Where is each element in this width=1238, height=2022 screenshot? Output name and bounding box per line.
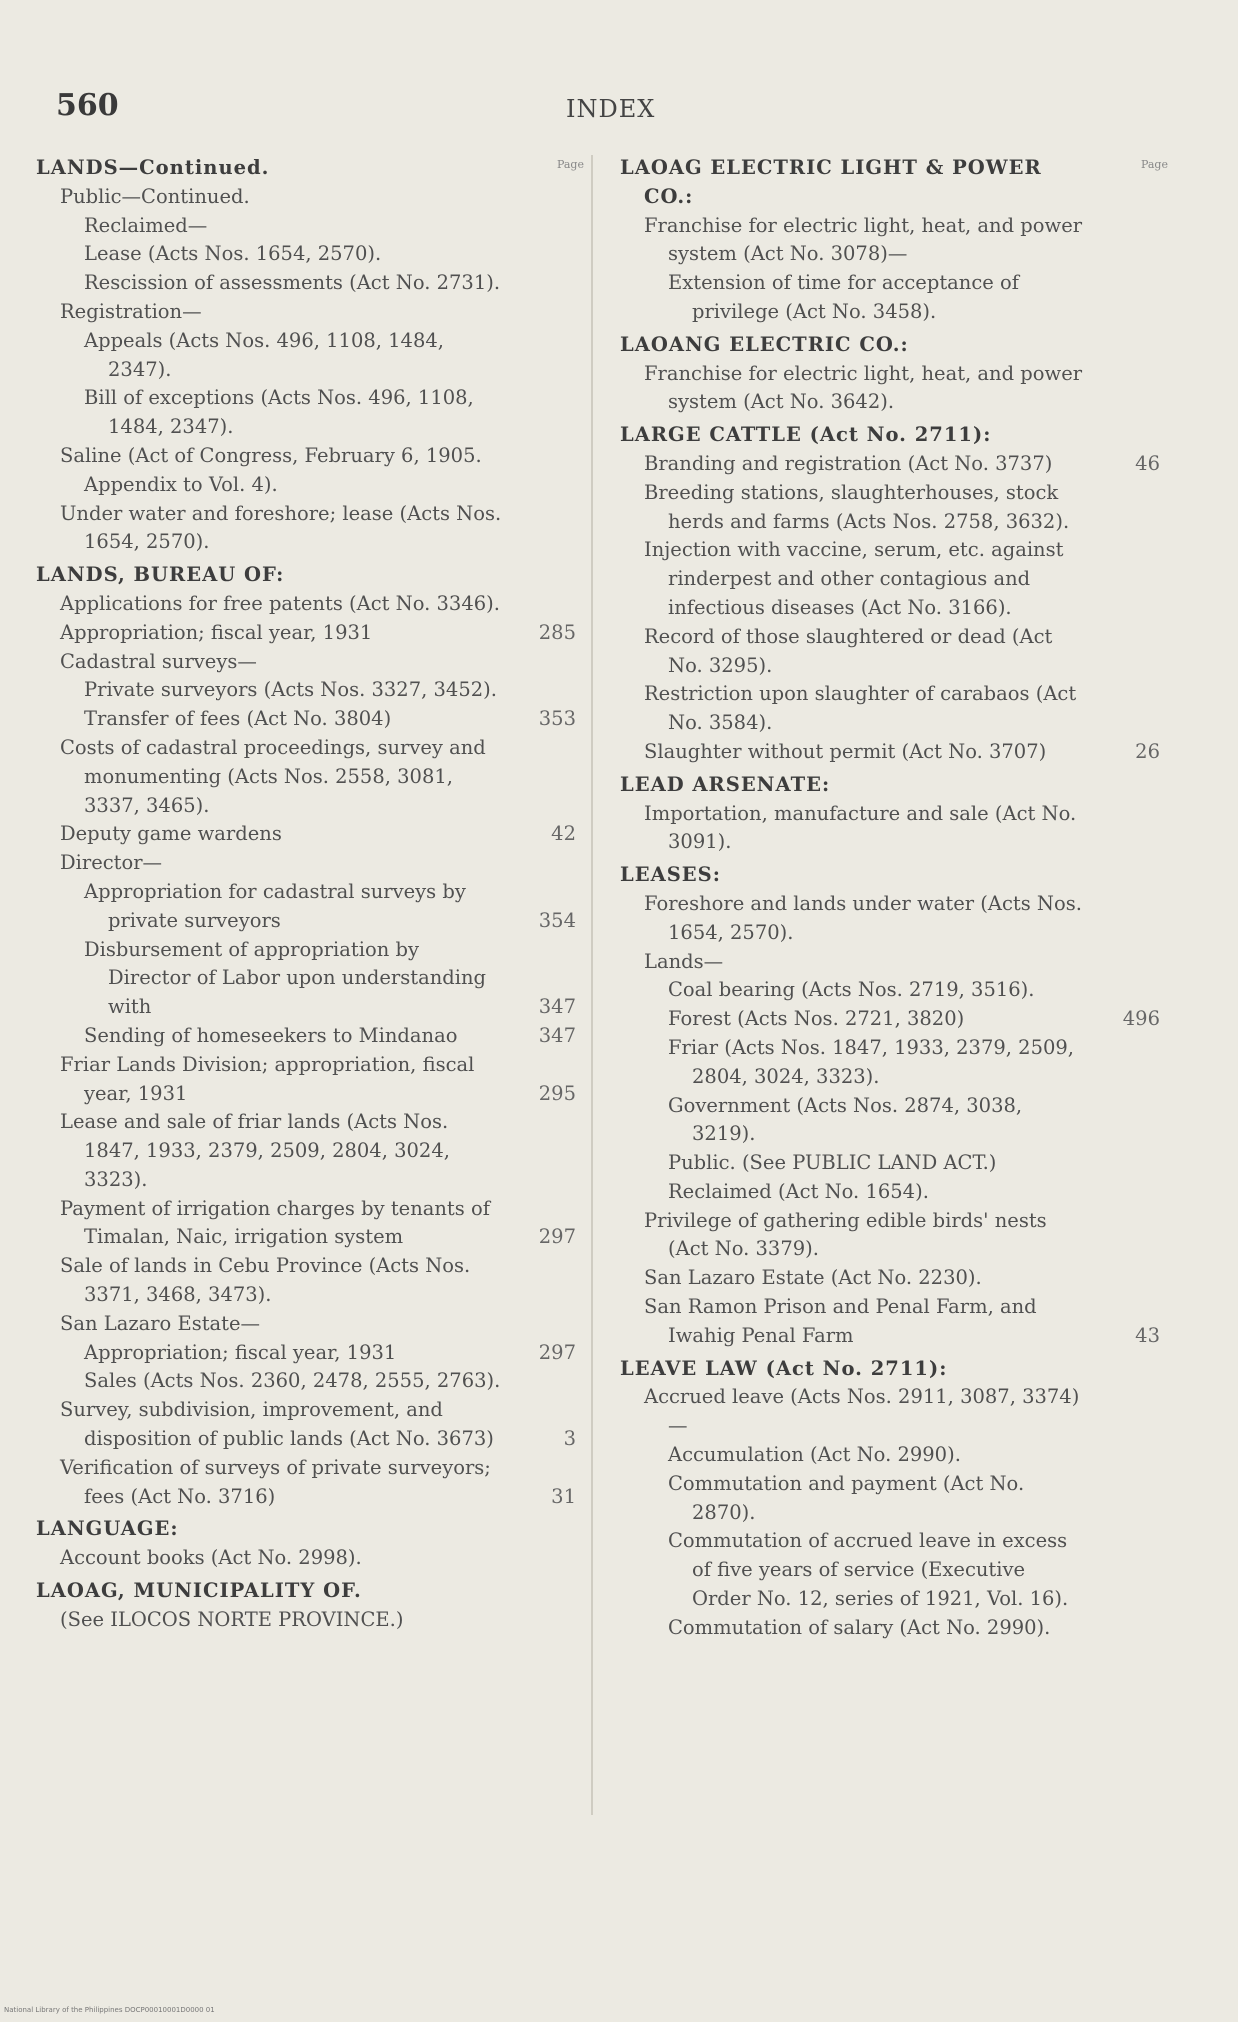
index-entry-page: 43 — [1135, 1323, 1160, 1347]
index-entry-text: Sales (Acts Nos. 2360, 2478, 2555, 2763). — [84, 1369, 501, 1393]
index-entry-text: Friar (Acts Nos. 1847, 1933, 2379, 2509, 2804, 3024, 3323). — [668, 1035, 1074, 1088]
index-entry-text: Injection with vaccine, serum, etc. against rinderpest and other contagious and infectious diseases (Act No. 3166). — [644, 538, 1064, 619]
index-entry — [36, 936, 584, 1022]
index-entry — [620, 1178, 1168, 1207]
index-entry — [36, 1606, 584, 1635]
index-entry-text: Reclaimed (Act No. 1654). — [668, 1179, 929, 1203]
index-entry-text: Coal bearing (Acts Nos. 2719, 3516). — [668, 978, 1035, 1002]
index-entry — [36, 878, 584, 936]
index-entry — [620, 1034, 1168, 1092]
page-column-label: Page — [556, 158, 584, 171]
index-entry-page: 496 — [1122, 1007, 1160, 1031]
index-entry — [36, 1339, 584, 1368]
index-entry-text: Payment of irrigation charges by tenants of Timalan, Naic, irrigation system — [60, 1196, 490, 1249]
index-entry — [36, 384, 584, 442]
index-entry — [620, 536, 1168, 622]
index-entry-page: 297 — [538, 1340, 576, 1364]
index-entry-text: Survey, subdivision, improvement, and disposition of public lands (Act No. 3673) — [60, 1398, 494, 1451]
index-entry-text: Sending of homeseekers to Mindanao — [84, 1023, 458, 1047]
index-entry-text: Appropriation; fiscal year, 1931 — [84, 1340, 397, 1364]
index-entry-text: LAOANG ELECTRIC CO.: — [620, 332, 909, 356]
index-entry-text: Public. (See PUBLIC LAND ACT.) — [668, 1151, 997, 1175]
index-entry — [36, 676, 584, 705]
index-entry-text: Government (Acts Nos. 2874, 3038, 3219). — [668, 1093, 1023, 1146]
index-entry — [620, 1470, 1168, 1528]
index-entry — [620, 771, 1168, 800]
index-entry — [36, 705, 584, 734]
index-entry-page: 285 — [538, 620, 576, 644]
index-entry-text: Account books (Act No. 2998). — [60, 1546, 362, 1570]
index-entry — [620, 154, 1168, 212]
index-entry-text: Bill of exceptions (Acts Nos. 496, 1108, 1484, 2347). — [84, 386, 474, 439]
index-entry-text: LEAVE LAW (Act No. 2711): — [620, 1356, 948, 1380]
index-entry — [620, 738, 1168, 767]
index-entry-text: Slaughter without permit (Act No. 3707) — [644, 739, 1047, 763]
index-entry-text: Foreshore and lands under water (Acts Nos. 1654, 2570). — [644, 891, 1082, 944]
index-entry — [620, 1527, 1168, 1613]
index-entry-text: Commutation of accrued leave in excess of five years of service (Executive Order No. 12, series of 1921, Vol. 16). — [668, 1529, 1069, 1611]
index-entry — [620, 890, 1168, 948]
index-entry-text: Commutation and payment (Act No. 2870). — [668, 1471, 1025, 1524]
index-entry — [36, 619, 584, 648]
index-entry-page: 46 — [1135, 451, 1160, 475]
index-entry — [620, 1614, 1168, 1643]
index-entry-text: Disbursement of appropriation by Director of Labor upon understanding with — [84, 937, 487, 1019]
index-entry-text: Rescission of assessments (Act No. 2731). — [84, 271, 501, 295]
index-entry-text: LANGUAGE: — [36, 1517, 179, 1541]
index-entry-text: Appeals (Acts Nos. 496, 1108, 1484, 2347). — [84, 328, 444, 381]
index-entry — [620, 1293, 1168, 1351]
index-entry-text: Restriction upon slaughter of carabaos (Act No. 3584). — [644, 682, 1077, 735]
index-entry-text: Lease (Acts Nos. 1654, 2570). — [84, 242, 382, 266]
index-entry-text: Lease and sale of friar lands (Acts Nos. 1847, 1933, 2379, 2509, 2804, 3024, 3323). — [60, 1110, 450, 1191]
index-entry — [36, 1577, 584, 1606]
running-head: INDEX — [566, 95, 656, 123]
index-entry-text: Breeding stations, slaughterhouses, stock herds and farms (Acts Nos. 2758, 3632). — [644, 480, 1070, 533]
right-index-column — [620, 150, 1168, 1643]
index-entry-text: Accumulation (Act No. 2990). — [668, 1443, 961, 1467]
index-entry — [620, 680, 1168, 738]
index-entry — [620, 331, 1168, 360]
index-entry — [36, 298, 584, 327]
index-entry-text: LAOAG, MUNICIPALITY OF. — [36, 1579, 362, 1603]
index-entry — [36, 212, 584, 241]
index-entry — [620, 800, 1168, 858]
index-entry — [620, 1355, 1168, 1384]
index-entry-text: Cadastral surveys— — [60, 649, 257, 673]
index-entry-text: LANDS, BUREAU OF: — [36, 563, 285, 587]
index-entry — [620, 623, 1168, 681]
index-entry-text: Transfer of fees (Act No. 3804) — [84, 707, 392, 731]
index-entry — [36, 1454, 584, 1512]
index-entry-page: 347 — [538, 995, 576, 1019]
index-entry-text: Appropriation; fiscal year, 1931 — [60, 620, 373, 644]
index-entry-text: San Ramon Prison and Penal Farm, and Iwahig Penal Farm — [644, 1295, 1037, 1347]
page-number: 560 — [56, 88, 119, 123]
index-entry — [620, 1264, 1168, 1293]
index-entry — [36, 500, 584, 558]
index-entry-text: Lands— — [644, 949, 724, 973]
index-entry-text: Public—Continued. — [60, 184, 250, 208]
index-entry-text: LEAD ARSENATE: — [620, 772, 831, 796]
index-entry — [620, 450, 1168, 479]
index-entry-text: Sale of lands in Cebu Province (Acts Nos. 3371, 3468, 3473). — [60, 1254, 471, 1307]
index-entry — [620, 269, 1168, 327]
index-entry-text: Saline (Act of Congress, February 6, 1905. Appendix to Vol. 4). — [60, 443, 482, 496]
index-entry-text: Importation, manufacture and sale (Act No. 3091). — [644, 801, 1077, 854]
index-entry — [620, 1383, 1168, 1441]
index-entry-text: Private surveyors (Acts Nos. 3327, 3452). — [84, 678, 497, 702]
index-entry-text: Privilege of gathering edible birds' nests (Act No. 3379). — [644, 1208, 1047, 1261]
index-entry — [36, 1544, 584, 1573]
index-entry — [36, 1396, 584, 1454]
index-entry — [36, 1367, 584, 1396]
index-entry-text: Friar Lands Division; appropriation, fiscal year, 1931 — [60, 1052, 475, 1105]
index-entry — [36, 269, 584, 298]
index-entry — [36, 1022, 584, 1051]
index-entry — [36, 240, 584, 269]
index-entry — [620, 1149, 1168, 1178]
index-entry — [36, 154, 584, 183]
index-entry-text: Applications for free patents (Act No. 3346). — [60, 591, 500, 615]
index-entry-page: 42 — [551, 822, 576, 846]
index-entry-text: San Lazaro Estate (Act No. 2230). — [644, 1266, 982, 1290]
index-entry-text: Under water and foreshore; lease (Acts Nos. 1654, 2570). — [60, 501, 502, 554]
index-entry-text: Reclaimed— — [84, 213, 208, 237]
index-entry — [620, 212, 1168, 270]
index-entry-text: LARGE CATTLE (Act No. 2711): — [620, 423, 992, 447]
index-entry-text: Verification of surveys of private surveyors; fees (Act No. 3716) — [60, 1455, 491, 1508]
index-entry — [36, 1051, 584, 1109]
index-entry-text: Branding and registration (Act No. 3737) — [644, 451, 1053, 475]
left-index-column — [36, 150, 584, 1635]
index-entry — [36, 561, 584, 590]
index-entry-text: Record of those slaughtered or dead (Act No. 3295). — [644, 624, 1053, 677]
index-entry-page: 347 — [538, 1023, 576, 1047]
index-entry-text: Registration— — [60, 299, 202, 323]
index-entry — [36, 849, 584, 878]
index-entry-text: LAOAG ELECTRIC LIGHT & POWER CO.: — [620, 156, 1042, 208]
index-entry-page: 297 — [538, 1225, 576, 1249]
index-entry — [620, 360, 1168, 418]
index-entry-text: (See ILOCOS NORTE PROVINCE.) — [60, 1607, 404, 1631]
index-entry-text: Franchise for electric light, heat, and power system (Act No. 3642). — [644, 361, 1083, 414]
index-entry — [36, 1195, 584, 1253]
scan-footer: National Library of the Philippines DOCP00010001D0000 01 — [4, 2006, 215, 2014]
index-entry — [36, 1310, 584, 1339]
index-entry-text: LEASES: — [620, 863, 721, 887]
index-entry-text: Director— — [60, 851, 163, 875]
index-entry-page: 26 — [1135, 739, 1160, 763]
index-entry — [620, 421, 1168, 450]
index-entry-text: Forest (Acts Nos. 2721, 3820) — [668, 1007, 965, 1031]
index-entry-text: Deputy game wardens — [60, 822, 282, 846]
index-entry-page: 353 — [538, 707, 576, 731]
index-entry-text: LANDS—Continued. — [36, 156, 270, 179]
index-entry — [36, 1515, 584, 1544]
index-entry — [620, 1005, 1168, 1034]
index-entry — [620, 1207, 1168, 1265]
column-divider — [591, 155, 593, 1815]
index-entry-page: 3 — [563, 1427, 576, 1451]
index-entry — [36, 183, 584, 212]
index-entry — [36, 442, 584, 500]
index-entry-text: Appropriation for cadastral surveys by private surveyors — [84, 879, 466, 932]
page-column-label: Page — [1140, 158, 1168, 171]
index-entry-page: 354 — [538, 908, 576, 932]
index-entry-page: 295 — [538, 1081, 576, 1105]
index-entry — [620, 861, 1168, 890]
index-entry — [36, 820, 584, 849]
index-entry — [36, 590, 584, 619]
index-entry-page: 31 — [551, 1484, 576, 1508]
index-entry — [36, 1108, 584, 1194]
index-entry-text: Accrued leave (Acts Nos. 2911, 3087, 3374)— — [644, 1385, 1080, 1438]
index-entry — [620, 479, 1168, 537]
index-entry-text: Costs of cadastral proceedings, survey and monumenting (Acts Nos. 2558, 3081, 3337, 3465). — [60, 735, 486, 817]
index-entry-text: Franchise for electric light, heat, and power system (Act No. 3078)— — [644, 213, 1083, 266]
index-entry — [620, 1092, 1168, 1150]
index-entry — [620, 1441, 1168, 1470]
index-entry-text: Commutation of salary (Act No. 2990). — [668, 1615, 1051, 1639]
index-entry — [36, 1252, 584, 1310]
index-entry — [620, 948, 1168, 977]
index-entry-text: Extension of time for acceptance of privilege (Act No. 3458). — [668, 271, 1019, 323]
index-entry — [36, 327, 584, 385]
index-entry — [36, 734, 584, 820]
index-entry-text: San Lazaro Estate— — [60, 1311, 261, 1335]
index-entry — [36, 648, 584, 677]
index-entry — [620, 976, 1168, 1005]
